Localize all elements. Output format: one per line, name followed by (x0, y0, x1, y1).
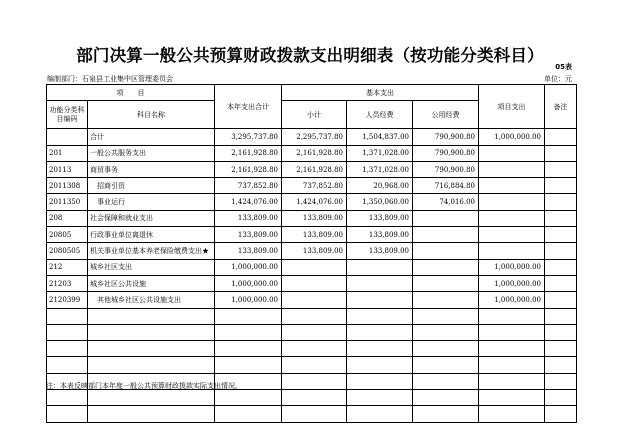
cell-public (413, 275, 479, 291)
cell-subtotal (282, 373, 347, 389)
cell-total: 2,161,928.80 (215, 145, 282, 161)
table-row (47, 259, 577, 275)
cell-name (88, 357, 215, 373)
cell-code: 21203 (47, 275, 88, 291)
cell-total: 1,000,000.00 (215, 275, 282, 291)
cell-public (413, 227, 479, 243)
cell-personnel: 133,809.00 (347, 227, 413, 243)
cell-project (479, 357, 545, 373)
cell-remark (545, 227, 577, 243)
cell-remark (545, 210, 577, 226)
cell-project (479, 324, 545, 340)
cell-remark (545, 373, 577, 389)
cell-total (215, 406, 282, 422)
cell-public (413, 357, 479, 373)
cell-public (413, 341, 479, 357)
table-row (47, 324, 577, 340)
cell-personnel (347, 390, 413, 406)
cell-public: 790,900.80 (413, 129, 479, 145)
cell-code (47, 406, 88, 422)
page-title: 部门决算一般公共预算财政拨款支出明细表（按功能分类科目） (76, 46, 544, 65)
cell-public (413, 210, 479, 226)
cell-remark (545, 161, 577, 177)
cell-code (47, 324, 88, 340)
cell-total: 2,161,928.80 (215, 161, 282, 177)
cell-public: 790,900.80 (413, 145, 479, 161)
cell-total (215, 324, 282, 340)
cell-personnel: 1,350,060.00 (347, 194, 413, 210)
cell-personnel (347, 275, 413, 291)
cell-total: 737,852.80 (215, 178, 282, 194)
cell-subtotal: 737,852.80 (282, 178, 347, 194)
header-name: 科目名称 (88, 101, 215, 129)
header-remark: 备注 (545, 85, 577, 129)
cell-subtotal (282, 292, 347, 308)
cell-project (479, 308, 545, 324)
cell-remark (545, 341, 577, 357)
cell-code (47, 129, 88, 145)
table-row (47, 210, 577, 226)
table-row (47, 178, 577, 194)
header-item: 项 目 (47, 85, 215, 101)
cell-code (47, 341, 88, 357)
table-row (47, 161, 577, 177)
cell-total (215, 341, 282, 357)
cell-name: 行政事业单位离退休 (88, 227, 215, 243)
unit-label: 单位：元 (544, 75, 572, 83)
cell-code: 2120399 (47, 292, 88, 308)
cell-project (479, 243, 545, 259)
cell-total (215, 390, 282, 406)
cell-code: 20805 (47, 227, 88, 243)
cell-project: 1,000,000.00 (479, 275, 545, 291)
cell-remark (545, 145, 577, 161)
footnote: 注：本表反映部门本年度一般公共预算财政拨款实际支出情况。 (46, 382, 242, 390)
cell-code (47, 357, 88, 373)
header-subtotal: 小计 (282, 101, 347, 129)
cell-total: 3,295,737.80 (215, 129, 282, 145)
cell-total: 1,000,000.00 (215, 292, 282, 308)
cell-personnel (347, 341, 413, 357)
cell-code: 2011308 (47, 178, 88, 194)
expenditure-table (46, 84, 577, 423)
cell-project: 1,000,000.00 (479, 259, 545, 275)
cell-public: 74,016.00 (413, 194, 479, 210)
cell-code: 208 (47, 210, 88, 226)
cell-personnel: 133,809.00 (347, 210, 413, 226)
cell-total: 133,809.00 (215, 210, 282, 226)
cell-subtotal: 133,809.00 (282, 243, 347, 259)
cell-code (47, 390, 88, 406)
cell-remark (545, 194, 577, 210)
cell-personnel (347, 308, 413, 324)
cell-remark (545, 243, 577, 259)
header-total: 本年支出合计 (215, 85, 282, 129)
cell-public (413, 406, 479, 422)
cell-public (413, 324, 479, 340)
table-row (47, 145, 577, 161)
cell-total: 133,809.00 (215, 243, 282, 259)
table-row (47, 227, 577, 243)
cell-name: 事业运行 (88, 194, 215, 210)
header-public: 公用经费 (413, 101, 479, 129)
cell-project (479, 178, 545, 194)
cell-name (88, 324, 215, 340)
cell-name: 合计 (88, 129, 215, 145)
cell-remark (545, 259, 577, 275)
cell-personnel (347, 406, 413, 422)
cell-remark (545, 357, 577, 373)
cell-subtotal: 133,809.00 (282, 210, 347, 226)
cell-project (479, 194, 545, 210)
cell-total: 1,424,076.00 (215, 194, 282, 210)
cell-name: 社会保障和就业支出 (88, 210, 215, 226)
cell-project (479, 145, 545, 161)
cell-remark (545, 292, 577, 308)
cell-subtotal: 133,809.00 (282, 227, 347, 243)
cell-code: 20113 (47, 161, 88, 177)
cell-code: 2080505 (47, 243, 88, 259)
cell-name (88, 341, 215, 357)
cell-total (215, 308, 282, 324)
cell-personnel: 1,371,028.00 (347, 145, 413, 161)
cell-project (479, 341, 545, 357)
cell-subtotal (282, 259, 347, 275)
table-row (47, 292, 577, 308)
cell-public (413, 373, 479, 389)
cell-subtotal: 2,161,928.80 (282, 161, 347, 177)
cell-code: 2011350 (47, 194, 88, 210)
cell-name: 商贸事务 (88, 161, 215, 177)
table-row (47, 194, 577, 210)
cell-name: 城乡社区公共设施 (88, 275, 215, 291)
cell-name: 其他城乡社区公共设施支出 (88, 292, 215, 308)
cell-subtotal (282, 357, 347, 373)
cell-personnel (347, 373, 413, 389)
cell-total: 133,809.00 (215, 227, 282, 243)
cell-name (88, 406, 215, 422)
cell-code (47, 308, 88, 324)
cell-subtotal (282, 341, 347, 357)
cell-personnel (347, 324, 413, 340)
cell-remark (545, 275, 577, 291)
cell-project (479, 227, 545, 243)
header-code: 功能分类科目编码 (47, 101, 88, 129)
cell-project (479, 373, 545, 389)
header-row-1 (47, 85, 577, 101)
form-number: 05表 (555, 63, 572, 71)
cell-name: 一般公共服务支出 (88, 145, 215, 161)
cell-remark (545, 406, 577, 422)
cell-public: 790,900.80 (413, 161, 479, 177)
cell-subtotal (282, 406, 347, 422)
cell-personnel: 1,371,028.00 (347, 161, 413, 177)
cell-code: 201 (47, 145, 88, 161)
cell-name: 机关事业单位基本养老保险缴费支出★ (88, 243, 215, 259)
cell-subtotal (282, 308, 347, 324)
cell-remark (545, 178, 577, 194)
cell-personnel: 1,504,837.00 (347, 129, 413, 145)
cell-personnel: 20,968.00 (347, 178, 413, 194)
cell-project (479, 210, 545, 226)
cell-public (413, 292, 479, 308)
cell-remark (545, 324, 577, 340)
cell-personnel: 133,809.00 (347, 243, 413, 259)
header-basic: 基本支出 (282, 85, 479, 101)
cell-project: 1,000,000.00 (479, 292, 545, 308)
cell-subtotal (282, 390, 347, 406)
cell-name: 招商引资 (88, 178, 215, 194)
cell-subtotal: 1,424,076.00 (282, 194, 347, 210)
cell-project (479, 390, 545, 406)
cell-remark (545, 390, 577, 406)
table-row (47, 308, 577, 324)
cell-public (413, 243, 479, 259)
cell-subtotal (282, 275, 347, 291)
cell-remark (545, 308, 577, 324)
cell-public (413, 259, 479, 275)
cell-personnel (347, 259, 413, 275)
cell-project (479, 161, 545, 177)
cell-personnel (347, 292, 413, 308)
header-project: 项目支出 (479, 85, 545, 129)
cell-public (413, 390, 479, 406)
table-row (47, 243, 577, 259)
cell-subtotal: 2,295,737.80 (282, 129, 347, 145)
table-row (47, 390, 577, 406)
cell-code: 212 (47, 259, 88, 275)
cell-project: 1,000,000.00 (479, 129, 545, 145)
table-row (47, 341, 577, 357)
table-row (47, 357, 577, 373)
table-row (47, 129, 577, 145)
cell-remark (545, 129, 577, 145)
cell-personnel (347, 357, 413, 373)
header-personnel: 人员经费 (347, 101, 413, 129)
cell-public: 716,884.80 (413, 178, 479, 194)
table-row (47, 406, 577, 422)
cell-subtotal (282, 324, 347, 340)
org-label: 编制部门：石泉县工业集中区管理委员会 (47, 75, 173, 83)
cell-total: 1,000,000.00 (215, 259, 282, 275)
cell-project (479, 406, 545, 422)
cell-name (88, 308, 215, 324)
cell-name: 城乡社区支出 (88, 259, 215, 275)
cell-total (215, 357, 282, 373)
cell-name (88, 390, 215, 406)
cell-subtotal: 2,161,928.80 (282, 145, 347, 161)
table-row (47, 275, 577, 291)
cell-public (413, 308, 479, 324)
